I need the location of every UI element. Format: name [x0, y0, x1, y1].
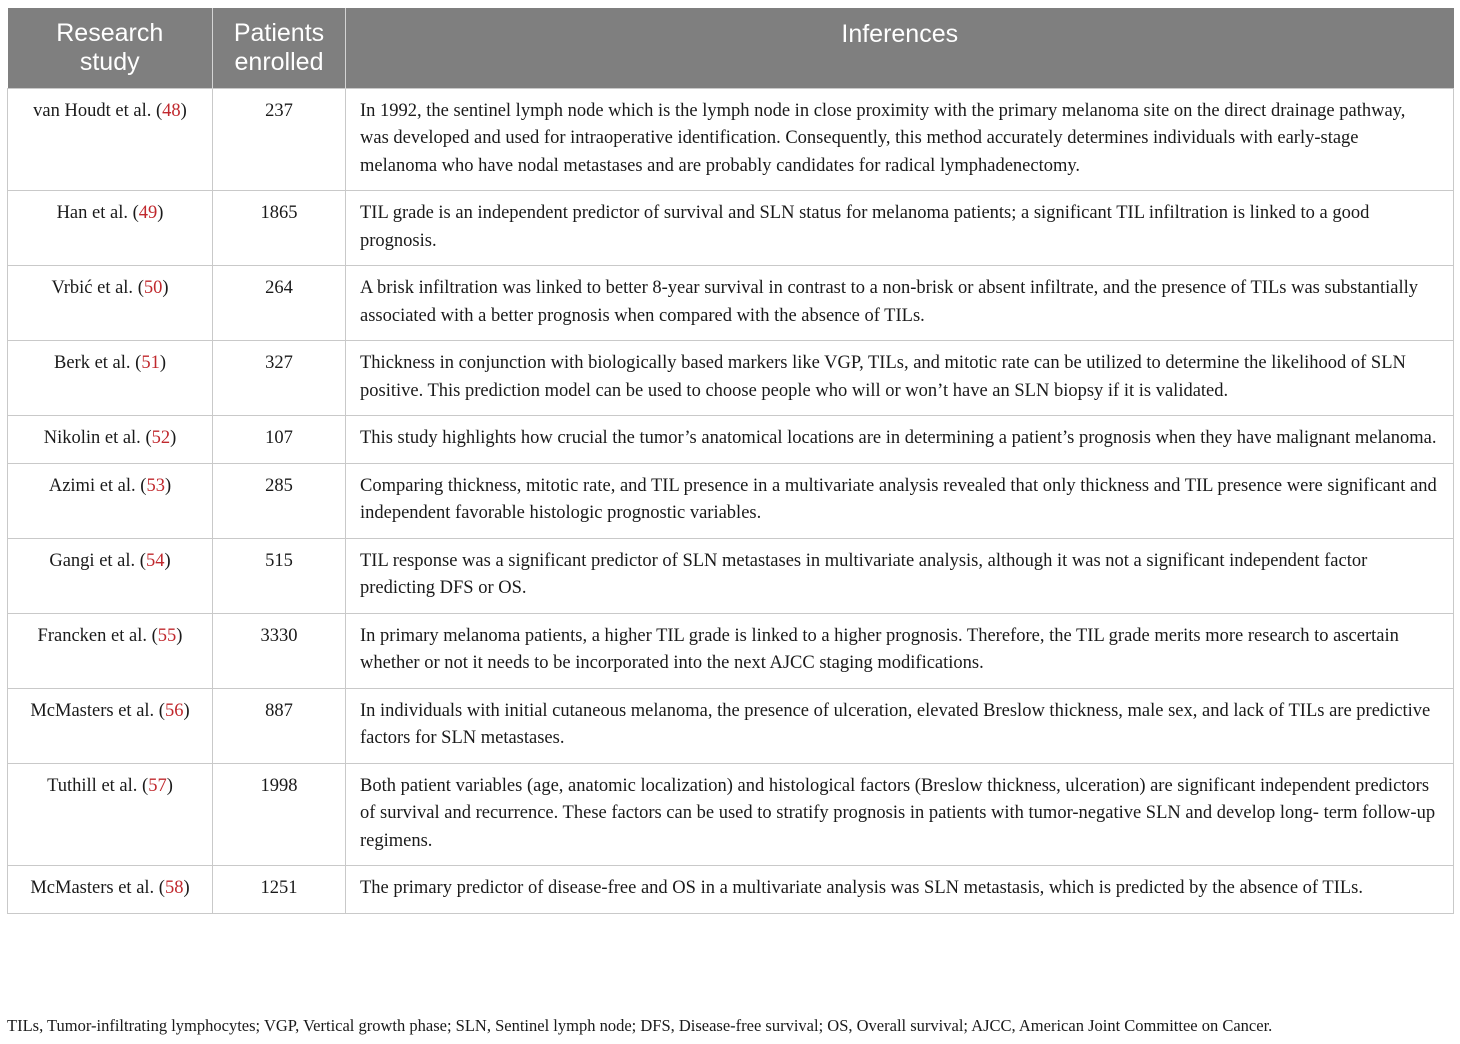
study-author: McMasters et al. [30, 878, 155, 898]
cell-patients-enrolled: 887 [213, 688, 346, 763]
cell-inference: In primary melanoma patients, a higher TIL grade is linked to a higher prognosis. Therefore, the TIL grade merits more research to ascertain whether or not it needs to be incorporated into the next AJCC staging modifications. [346, 613, 1454, 688]
cell-patients-enrolled: 515 [213, 538, 346, 613]
reference-link[interactable]: 55 [157, 625, 177, 646]
reference-link[interactable]: 51 [141, 353, 160, 373]
study-author: Francken et al. [37, 625, 147, 646]
cell-inference: A brisk infiltration was linked to better 8-year survival in contrast to a non-brisk or absent infiltrate, and the presence of TILs was substantially associated with a better prognosis when compared with the absence of TILs. [346, 266, 1454, 341]
cell-research-study: Han et al. (49) [8, 191, 213, 266]
table-row [8, 191, 1454, 266]
table-header [8, 8, 1454, 88]
cell-research-study: Gangi et al. (54) [8, 538, 213, 613]
reference-link[interactable]: 57 [148, 775, 167, 796]
header-patients-enrolled [213, 8, 346, 88]
cell-patients-enrolled: 1998 [213, 763, 346, 866]
table-body [8, 88, 1454, 913]
table-row [8, 538, 1454, 613]
cell-research-study: van Houdt et al. (48) [8, 88, 213, 191]
header-patients-line2: enrolled [234, 47, 324, 76]
cell-research-study: Tuthill et al. (57) [8, 763, 213, 866]
cell-inference: In 1992, the sentinel lymph node which is the lymph node in close proximity with the primary melanoma site on the direct drainage pathway, was developed and used for intraoperative identification. Consequently, this method accurately determines individuals with early-stage melanoma who have nodal metastases and are probably candidates for radical lymphadenectomy. [346, 88, 1454, 191]
cell-inference: This study highlights how crucial the tumor’s anatomical locations are in determining a patient’s prognosis when they have malignant melanoma. [346, 416, 1454, 464]
study-author: Tuthill et al. [47, 775, 138, 796]
study-author: Nikolin et al. [43, 428, 141, 448]
cell-patients-enrolled: 327 [213, 341, 346, 416]
cell-patients-enrolled: 1865 [213, 191, 346, 266]
cell-patients-enrolled: 1251 [213, 866, 346, 914]
reference-link[interactable]: 56 [164, 700, 184, 721]
cell-inference: Thickness in conjunction with biologically based markers like VGP, TILs, and mitotic rate can be utilized to determine the likelihood of SLN positive. This prediction model can be used to choose people who will or won’t have an SLN biopsy if it is validated. [346, 341, 1454, 416]
cell-research-study: Vrbić et al. (50) [8, 266, 213, 341]
study-author: van Houdt et al. [33, 100, 152, 121]
studies-table-container [7, 8, 1453, 914]
cell-patients-enrolled: 264 [213, 266, 346, 341]
header-research-study-line1: Research [56, 18, 164, 47]
table-row [8, 763, 1454, 866]
reference-link[interactable]: 58 [164, 878, 184, 898]
cell-research-study: Nikolin et al. (52) [8, 416, 213, 464]
cell-inference: TIL response was a significant predictor of SLN metastases in multivariate analysis, although it was not a significant independent factor predicting DFS or OS. [346, 538, 1454, 613]
header-research-study-line2: study [79, 47, 140, 76]
table-row [8, 266, 1454, 341]
reference-link[interactable]: 48 [162, 100, 181, 121]
cell-inference: In individuals with initial cutaneous melanoma, the presence of ulceration, elevated Breslow thickness, male sex, and lack of TILs are predictive factors for SLN metastases. [346, 688, 1454, 763]
cell-inference: TIL grade is an independent predictor of survival and SLN status for melanoma patients; a significant TIL infiltration is linked to a good prognosis. [346, 191, 1454, 266]
table-row [8, 866, 1454, 914]
cell-research-study: Azimi et al. (53) [8, 463, 213, 538]
study-author: Azimi et al. [48, 475, 136, 496]
reference-link[interactable]: 54 [145, 550, 165, 571]
cell-research-study: Berk et al. (51) [8, 341, 213, 416]
cell-inference: Comparing thickness, mitotic rate, and TIL presence in a multivariate analysis revealed that only thickness and TIL presence were significant and independent favorable histologic prognostic variables. [346, 463, 1454, 538]
study-author: Vrbić et al. [51, 278, 134, 298]
cell-research-study: McMasters et al. (58) [8, 866, 213, 914]
study-author: Han et al. [56, 203, 128, 223]
cell-research-study: McMasters et al. (56) [8, 688, 213, 763]
study-author: Gangi et al. [49, 550, 136, 571]
cell-inference: The primary predictor of disease-free and OS in a multivariate analysis was SLN metastasis, which is predicted by the absence of TILs. [346, 866, 1454, 914]
table-row [8, 688, 1454, 763]
reference-link[interactable]: 53 [146, 475, 165, 496]
header-patients-line1: Patients [233, 18, 325, 47]
studies-table [7, 8, 1454, 914]
cell-patients-enrolled: 107 [213, 416, 346, 464]
table-row [8, 613, 1454, 688]
header-inferences: Inferences [346, 8, 1454, 88]
reference-link[interactable]: 49 [138, 203, 158, 223]
study-author: McMasters et al. [30, 700, 155, 721]
cell-inference: Both patient variables (age, anatomic localization) and histological factors (Breslow thickness, ulceration) are significant independent predictors of survival and recurrence. These factors can be used to stratify prognosis in patients with tumor-negative SLN and develop long- term follow-up regimens. [346, 763, 1454, 866]
table-row [8, 88, 1454, 191]
study-author: Berk et al. [53, 353, 131, 373]
table-row [8, 341, 1454, 416]
table-row [8, 416, 1454, 464]
header-row [8, 8, 1454, 88]
cell-patients-enrolled: 285 [213, 463, 346, 538]
table-row [8, 463, 1454, 538]
cell-patients-enrolled: 3330 [213, 613, 346, 688]
cell-patients-enrolled: 237 [213, 88, 346, 191]
reference-link[interactable]: 50 [143, 278, 163, 298]
header-research-study [8, 8, 213, 88]
reference-link[interactable]: 52 [151, 428, 171, 448]
table-footnote: TILs, Tumor-infiltrating lymphocytes; VGP, Vertical growth phase; SLN, Sentinel lymph node; DFS, Disease-free survival; OS, Overall survival; AJCC, American Joint Committee on Cancer. [7, 1016, 1273, 1035]
cell-research-study: Francken et al. (55) [8, 613, 213, 688]
